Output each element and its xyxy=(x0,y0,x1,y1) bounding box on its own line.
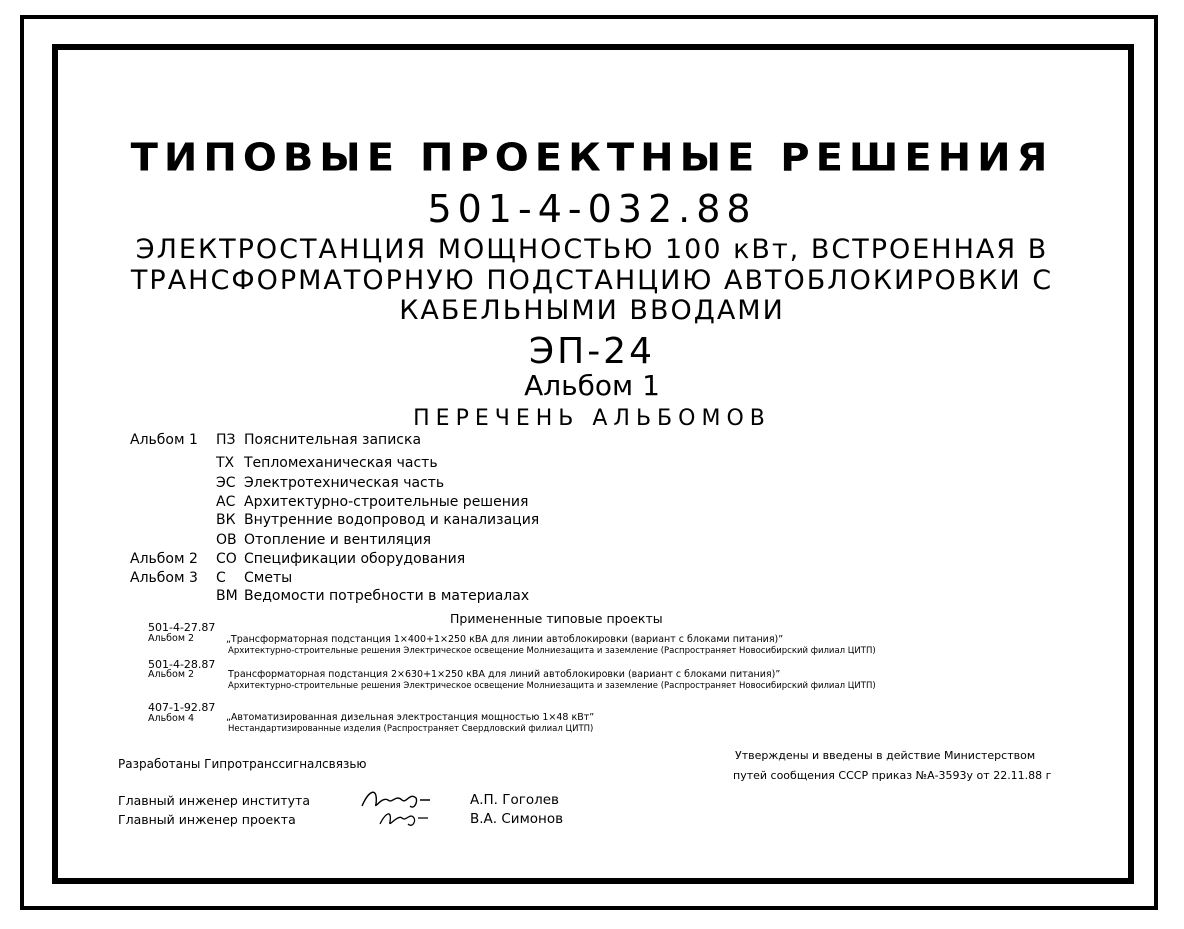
subtitle-line-1: ЭЛЕКТРОСТАНЦИЯ МОЩНОСТЬЮ 100 кВт, ВСТРОЕННАЯ В xyxy=(135,234,1049,265)
album-title: Внутренние водопровод и канализация xyxy=(244,512,540,528)
album-code: ВК xyxy=(216,512,236,528)
signature-image xyxy=(378,806,438,830)
applied-album: Альбом 4 xyxy=(148,713,195,724)
applied-code: 501-4-28.87 xyxy=(148,658,216,671)
album-label: Альбом 3 xyxy=(130,570,198,586)
album-label: Альбом 1 xyxy=(130,432,198,448)
applied-line-1: Трансформаторная подстанция 2×630+1×250 кВА для линий автоблокировки (вариант с блоками питания)” xyxy=(228,669,781,680)
applied-code: 407-1-92.87 xyxy=(148,701,216,714)
album-title: Тепломеханическая часть xyxy=(244,455,438,471)
project-code: ЭП-24 xyxy=(528,331,655,372)
album-code: С xyxy=(216,570,226,586)
album-code: ВМ xyxy=(216,588,238,604)
album-code: ОВ xyxy=(216,532,237,548)
subtitle-line-2: ТРАНСФОРМАТОРНУЮ ПОДСТАНЦИЮ АВТОБЛОКИРОВКИ С xyxy=(130,265,1054,296)
applied-code: 501-4-27.87 xyxy=(148,621,216,634)
signatory-name: А.П. Гоголев xyxy=(470,792,559,808)
applied-heading: Примененные типовые проекты xyxy=(450,611,663,626)
document-code: 501-4-032.88 xyxy=(427,187,757,231)
album-title: Сметы xyxy=(244,570,293,586)
album-label: Альбом 2 xyxy=(130,551,198,567)
approved-line-2: путей сообщения СССР приказ №А-3593у от 22.11.88 г xyxy=(733,769,1052,782)
album-code: ЭС xyxy=(216,475,236,491)
albums-heading: ПЕРЕЧЕНЬ АЛЬБОМОВ xyxy=(413,406,771,431)
album-code: ПЗ xyxy=(216,432,236,448)
document-title: ТИПОВЫЕ ПРОЕКТНЫЕ РЕШЕНИЯ xyxy=(130,136,1054,180)
album-title: Пояснительная записка xyxy=(244,432,422,448)
album-title: Отопление и вентиляция xyxy=(244,532,432,548)
signature-role: Главный инженер проекта xyxy=(118,812,296,827)
applied-line-1: „Автоматизированная дизельная электростанция мощностью 1×48 кВт” xyxy=(226,712,595,723)
signature-role: Главный инженер института xyxy=(118,793,310,808)
album-title: Спецификации оборудования xyxy=(244,551,466,567)
applied-line-2: Архитектурно-строительные решения Электрическое освещение Молниезащита и заземление (Распространяет Новосибирский филиал ЦИТП) xyxy=(228,646,876,656)
album-code: АС xyxy=(216,494,236,510)
approved-line-1: Утверждены и введены в действие Министерством xyxy=(735,749,1036,762)
applied-line-2: Архитектурно-строительные решения Электрическое освещение Молниезащита и заземление (Распространяет Новосибирский филиал ЦИТП) xyxy=(228,681,876,691)
album-code: СО xyxy=(216,551,237,567)
developed-by: Разработаны Гипротранссигналсвязью xyxy=(118,757,367,771)
album-title: Архитектурно-строительные решения xyxy=(244,494,529,510)
applied-line-1: „Трансформаторная подстанция 1×400+1×250 кВА для линии автоблокировки (вариант с блоками питания)” xyxy=(226,634,784,645)
applied-album: Альбом 2 xyxy=(148,633,195,644)
subtitle-line-3: КАБЕЛЬНЫМИ ВВОДАМИ xyxy=(399,295,785,326)
applied-line-2: Нестандартизированные изделия (Распространяет Свердловский филиал ЦИТП) xyxy=(228,724,594,734)
handwritten-signature xyxy=(378,806,438,834)
signatory-name: В.А. Симонов xyxy=(470,811,564,827)
album-code: ТХ xyxy=(216,455,235,471)
album-number: Альбом 1 xyxy=(524,369,660,402)
applied-album: Альбом 2 xyxy=(148,669,195,680)
album-title: Электротехническая часть xyxy=(244,475,445,491)
album-title: Ведомости потребности в материалах xyxy=(244,588,530,604)
